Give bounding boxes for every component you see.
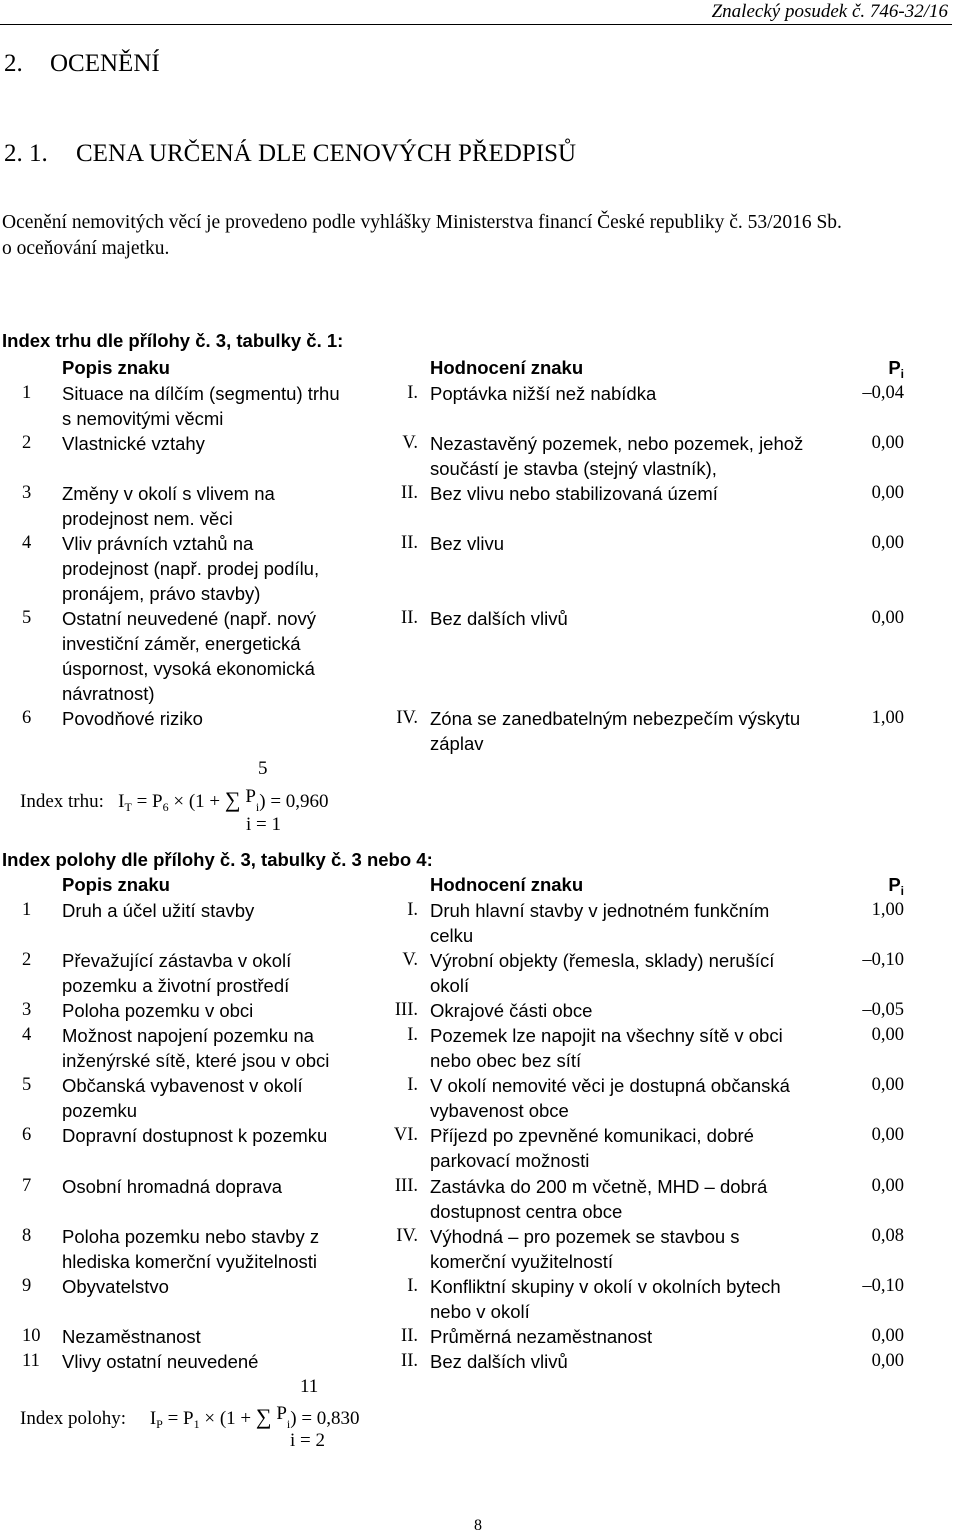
row-pi: 0,00 xyxy=(871,1125,904,1145)
location-col-rating: Hodnocení znaku xyxy=(430,874,584,895)
location-formula-lower: i = 2 xyxy=(290,1430,325,1451)
row-description: Obyvatelstvo xyxy=(62,1276,169,1297)
market-index-heading: Index trhu dle přílohy č. 3, tabulky č. 1: xyxy=(2,330,344,351)
row-pi: 0,00 xyxy=(871,1351,904,1371)
row-description: Nezaměstnanost xyxy=(62,1326,201,1347)
row-rating: Výhodná – pro pozemek se stavbou s komerční využitelností xyxy=(430,1226,740,1272)
row-description: Povodňové riziko xyxy=(62,708,203,729)
row-pi: –0,10 xyxy=(862,950,904,970)
row-rating: Druh hlavní stavby v jednotném funkčním celku xyxy=(430,900,770,946)
row-roman: I. xyxy=(407,383,418,403)
row-pi: 0,00 xyxy=(871,433,904,453)
location-col-desc: Popis znaku xyxy=(62,874,170,895)
section-title: OCENĚNÍ xyxy=(50,50,160,77)
row-roman: VI. xyxy=(393,1125,418,1145)
location-formula: Index polohy: $I_P = P_1 \times (1$ + ∑ $P_i) = 0,830$ xyxy=(20,1403,360,1431)
row-description: Vliv právních vztahů na prodejnost (např. prodej podílu, pronájem, právo stavby) xyxy=(62,533,320,604)
location-index-heading: Index polohy dle přílohy č. 3, tabulky č. 3 nebo 4: xyxy=(2,849,433,870)
row-roman: II. xyxy=(401,483,418,503)
row-number: 4 xyxy=(22,1025,32,1045)
sigma-symbol: ∑ xyxy=(224,787,241,812)
row-number: 10 xyxy=(22,1326,41,1346)
row-number: 5 xyxy=(22,608,32,628)
document-id: Znalecký posudek č. 746-32/16 xyxy=(711,1,948,22)
row-rating: Zastávka do 200 m včetně, MHD – dobrá dostupnost centra obce xyxy=(430,1176,768,1222)
formula-label: Index polohy: xyxy=(20,1408,127,1429)
row-roman: V. xyxy=(402,433,418,453)
page-number: 8 xyxy=(474,1517,482,1534)
location-formula-upper: 11 xyxy=(300,1376,319,1397)
row-roman: III. xyxy=(394,1000,418,1020)
row-rating: Pozemek lze napojit na všechny sítě v obci nebo obec bez sítí xyxy=(430,1025,783,1071)
row-pi: 0,00 xyxy=(871,483,904,503)
row-rating: Příjezd po zpevněné komunikaci, dobré parkovací možnosti xyxy=(430,1125,754,1171)
row-pi: –0,04 xyxy=(862,383,904,403)
row-number: 6 xyxy=(22,1125,32,1145)
row-roman: II. xyxy=(401,533,418,553)
row-number: 1 xyxy=(22,383,32,403)
row-number: 2 xyxy=(22,950,32,970)
row-rating: Průměrná nezaměstnanost xyxy=(430,1326,653,1347)
row-description: Poloha pozemku nebo stavby z hlediska komerční využitelnosti xyxy=(62,1226,320,1272)
sigma-symbol: ∑ xyxy=(255,1404,272,1429)
row-rating: Okrajové části obce xyxy=(430,1000,593,1021)
market-col-rating: Hodnocení znaku xyxy=(430,357,584,378)
subsection-title: CENA URČENÁ DLE CENOVÝCH PŘEDPISŮ xyxy=(76,140,577,167)
section-number: 2. xyxy=(4,50,23,77)
row-roman: II. xyxy=(401,1326,418,1346)
row-number: 6 xyxy=(22,708,32,728)
row-description: Poloha pozemku v obci xyxy=(62,1000,254,1021)
row-rating: Zóna se zanedbatelným nebezpečím výskytu záplav xyxy=(430,708,801,754)
row-number: 5 xyxy=(22,1075,32,1095)
row-rating: Výrobní objekty (řemesla, sklady) nerušící okolí xyxy=(430,950,775,996)
row-pi: 0,08 xyxy=(871,1226,904,1246)
row-roman: II. xyxy=(401,608,418,628)
row-description: Druh a účel užití stavby xyxy=(62,900,255,921)
row-pi: 0,00 xyxy=(871,1025,904,1045)
row-rating: Konfliktní skupiny v okolí v okolních bytech nebo v okolí xyxy=(430,1276,781,1322)
row-description: Možnost napojení pozemku na inženýrské sítě, které jsou v obci xyxy=(62,1025,330,1071)
row-number: 3 xyxy=(22,483,32,503)
row-rating: Poptávka nižší než nabídka xyxy=(430,383,657,404)
header-rule xyxy=(0,24,952,25)
location-col-pi: $P_i$ xyxy=(888,874,904,898)
row-number: 4 xyxy=(22,533,32,553)
row-rating: Nezastavěný pozemek, nebo pozemek, jehož součástí je stavba (stejný vlastník), xyxy=(430,433,804,479)
row-description: Vlastnické vztahy xyxy=(62,433,205,454)
row-rating: Bez dalších vlivů xyxy=(430,1351,568,1372)
row-pi: 1,00 xyxy=(871,900,904,920)
row-rating: Bez dalších vlivů xyxy=(430,608,568,629)
row-roman: IV. xyxy=(396,708,418,728)
row-number: 7 xyxy=(22,1176,32,1196)
row-pi: 0,00 xyxy=(871,533,904,553)
row-roman: IV. xyxy=(396,1226,418,1246)
row-roman: I. xyxy=(407,1025,418,1045)
intro-line-1: Ocenění nemovitých věcí je provedeno podle vyhlášky Ministerstva financí České republiky č. 53/2016 Sb. xyxy=(2,212,842,233)
row-roman: I. xyxy=(407,900,418,920)
row-description: Občanská vybavenost v okolí pozemku xyxy=(62,1075,303,1121)
row-roman: I. xyxy=(407,1276,418,1296)
row-description: Dopravní dostupnost k pozemku xyxy=(62,1125,328,1146)
row-number: 3 xyxy=(22,1000,32,1020)
row-description: Vlivy ostatní neuvedené xyxy=(62,1351,259,1372)
row-roman: V. xyxy=(402,950,418,970)
row-number: 1 xyxy=(22,900,32,920)
row-pi: 0,00 xyxy=(871,1176,904,1196)
row-description: Převažující zástavba v okolí pozemku a životní prostředí xyxy=(62,950,292,996)
row-roman: I. xyxy=(407,1075,418,1095)
market-formula-upper: 5 xyxy=(258,758,268,779)
row-pi: –0,10 xyxy=(862,1276,904,1296)
row-description: Změny v okolí s vlivem na prodejnost nem. věci xyxy=(62,483,275,529)
row-number: 11 xyxy=(22,1351,40,1371)
row-roman: II. xyxy=(401,1351,418,1371)
row-pi: 1,00 xyxy=(871,708,904,728)
row-rating: Bez vlivu xyxy=(430,533,505,554)
row-description: Situace na dílčím (segmentu) trhu s nemovitými věcmi xyxy=(62,383,340,429)
row-description: Ostatní neuvedené (např. nový investiční záměr, energetická úspornost, vysoká ekonomická návratnost) xyxy=(62,608,317,704)
row-pi: –0,05 xyxy=(862,1000,904,1020)
row-rating: Bez vlivu nebo stabilizovaná území xyxy=(430,483,718,504)
row-number: 9 xyxy=(22,1276,32,1296)
market-formula-lower: i = 1 xyxy=(246,814,281,835)
market-col-pi: $P_i$ xyxy=(888,357,904,381)
formula-label: Index trhu: xyxy=(20,791,104,812)
row-rating: V okolí nemovité věci je dostupná občanská vybavenost obce xyxy=(430,1075,790,1121)
row-pi: 0,00 xyxy=(871,608,904,628)
row-pi: 0,00 xyxy=(871,1326,904,1346)
row-roman: III. xyxy=(394,1176,418,1196)
market-col-desc: Popis znaku xyxy=(62,357,170,378)
intro-line-2: o oceňování majetku. xyxy=(2,238,170,259)
row-description: Osobní hromadná doprava xyxy=(62,1176,283,1197)
row-pi: 0,00 xyxy=(871,1075,904,1095)
row-number: 2 xyxy=(22,433,32,453)
subsection-number: 2. 1. xyxy=(4,140,48,167)
market-formula: Index trhu: $I_T = P_6 \times (1$ + ∑ $P_i) = 0,960$ xyxy=(20,786,329,814)
row-number: 8 xyxy=(22,1226,32,1246)
